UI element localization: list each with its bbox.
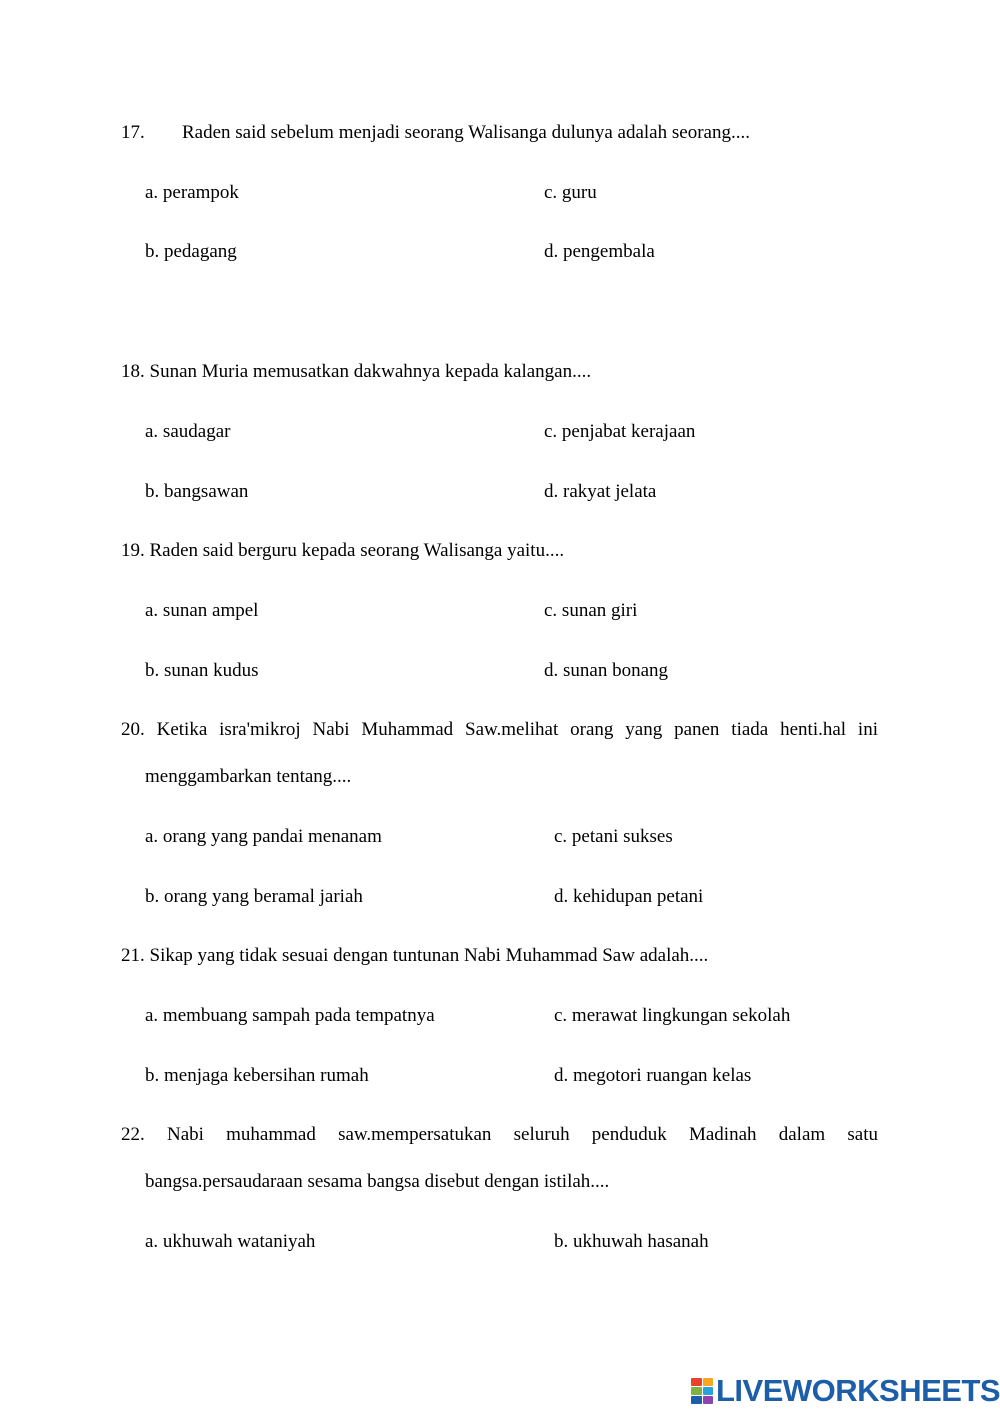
question-20-option-c[interactable]: c. petani sukses: [554, 826, 673, 847]
question-22-text-line2: bangsa.persaudaraan sesama bangsa disebut dengan istilah....: [145, 1171, 610, 1192]
question-21-text: 21. Sikap yang tidak sesuai dengan tuntunan Nabi Muhammad Saw adalah....: [121, 945, 709, 966]
question-20-text-line2: menggambarkan tentang....: [145, 766, 352, 787]
question-22-option-b[interactable]: b. ukhuwah hasanah: [554, 1231, 709, 1252]
question-20-option-b[interactable]: b. orang yang beramal jariah: [145, 886, 363, 907]
liveworksheets-grid-icon: [691, 1378, 713, 1404]
question-19-option-b[interactable]: b. sunan kudus: [145, 660, 259, 681]
question-19-option-c[interactable]: c. sunan giri: [544, 600, 638, 621]
question-20-text-line1: 20. Ketika isra'mikroj Nabi Muhammad Saw.melihat orang yang panen tiada henti.hal ini: [121, 719, 878, 740]
question-17-option-c[interactable]: c. guru: [544, 182, 597, 203]
question-17-option-a[interactable]: a. perampok: [145, 182, 239, 203]
logo-cell: [691, 1378, 702, 1386]
question-19-option-a[interactable]: a. sunan ampel: [145, 600, 259, 621]
question-18-option-c[interactable]: c. penjabat kerajaan: [544, 421, 696, 442]
question-22-text-line1: 22. Nabi muhammad saw.mempersatukan seluruh penduduk Madinah dalam satu: [121, 1124, 878, 1145]
question-21-option-a[interactable]: a. membuang sampah pada tempatnya: [145, 1005, 435, 1026]
question-18-option-a[interactable]: a. saudagar: [145, 421, 231, 442]
question-17-option-d[interactable]: d. pengembala: [544, 241, 655, 262]
logo-cell: [703, 1378, 714, 1386]
question-17-text: Raden said sebelum menjadi seorang Walisanga dulunya adalah seorang....: [182, 122, 750, 143]
question-19-option-d[interactable]: d. sunan bonang: [544, 660, 669, 681]
liveworksheets-wordmark: LIVEWORKSHEETS: [716, 1373, 1000, 1408]
question-22-option-a[interactable]: a. ukhuwah wataniyah: [145, 1231, 316, 1252]
logo-cell: [703, 1387, 714, 1395]
logo-cell: [691, 1396, 702, 1404]
question-19-text: 19. Raden said berguru kepada seorang Walisanga yaitu....: [121, 540, 565, 561]
question-18-option-d[interactable]: d. rakyat jelata: [544, 481, 657, 502]
question-21-option-c[interactable]: c. merawat lingkungan sekolah: [554, 1005, 791, 1026]
question-20-option-a[interactable]: a. orang yang pandai menanam: [145, 826, 382, 847]
question-18-text: 18. Sunan Muria memusatkan dakwahnya kepada kalangan....: [121, 361, 592, 382]
liveworksheets-logo: [691, 1374, 1000, 1408]
question-18-option-b[interactable]: b. bangsawan: [145, 481, 249, 502]
question-17-option-b[interactable]: b. pedagang: [145, 241, 237, 262]
question-17-number: 17.: [121, 122, 145, 143]
question-21-option-b[interactable]: b. menjaga kebersihan rumah: [145, 1065, 369, 1086]
question-21-option-d[interactable]: d. megotori ruangan kelas: [554, 1065, 752, 1086]
question-20-option-d[interactable]: d. kehidupan petani: [554, 886, 704, 907]
logo-cell: [691, 1387, 702, 1395]
logo-cell: [703, 1396, 714, 1404]
